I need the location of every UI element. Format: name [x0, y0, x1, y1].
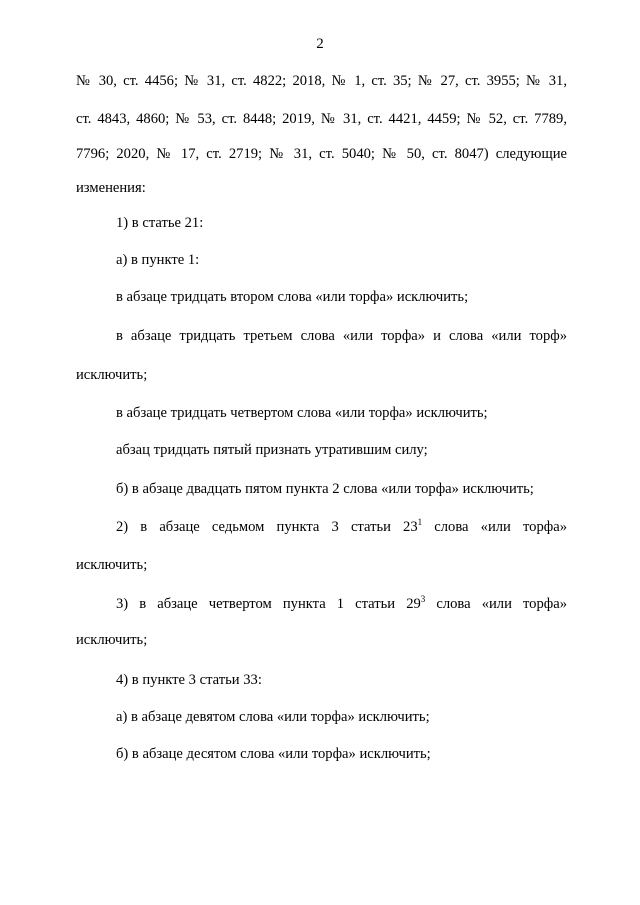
text-line: изменения: — [76, 180, 146, 196]
text-line: а) в абзаце девятом слова «или торфа» исключить; — [116, 709, 430, 725]
text-segment: слова «или торфа» — [422, 519, 568, 535]
text-segment: 3) в абзаце четвертом пункта 1 статьи 29 — [116, 596, 421, 612]
text-segment: слова «или торфа» — [425, 596, 567, 612]
text-segment: 2) в абзаце седьмом пункта 3 статьи 23 — [116, 519, 418, 535]
paragraph-heading: 1) в статье 21: — [116, 215, 204, 231]
text-line: ст. 4843, 4860; № 53, ст. 8448; 2019, № 31, ст. 4421, 4459; № 52, ст. 7789, — [76, 111, 567, 127]
text-line: 7796; 2020, № 17, ст. 2719; № 31, ст. 5040; № 50, ст. 8047) следующие — [76, 146, 567, 162]
text-line: в абзаце тридцать втором слова «или торфа» исключить; — [116, 289, 469, 305]
superscript: 1 — [417, 517, 423, 527]
text-line: исключить; — [76, 632, 148, 648]
text-line: в абзаце тридцать четвертом слова «или торфа» исключить; — [116, 405, 488, 421]
paragraph-heading: 4) в пункте 3 статьи 33: — [116, 672, 262, 688]
text-line: б) в абзаце десятом слова «или торфа» исключить; — [116, 746, 431, 762]
text-line: № 30, ст. 4456; № 31, ст. 4822; 2018, № 1, ст. 35; № 27, ст. 3955; № 31, — [76, 73, 567, 89]
text-line — [116, 518, 567, 536]
text-line: исключить; — [76, 367, 148, 383]
text-line: исключить; — [76, 557, 148, 573]
superscript: 3 — [420, 594, 426, 604]
text-line — [116, 595, 567, 613]
text-line: абзац тридцать пятый признать утратившим силу; — [116, 442, 428, 458]
text-line: б) в абзаце двадцать пятом пункта 2 слова «или торфа» исключить; — [116, 481, 534, 497]
paragraph-subheading: а) в пункте 1: — [116, 252, 200, 268]
text-line: в абзаце тридцать третьем слова «или торфа» и слова «или торф» — [116, 328, 567, 344]
page-number: 2 — [316, 36, 324, 52]
